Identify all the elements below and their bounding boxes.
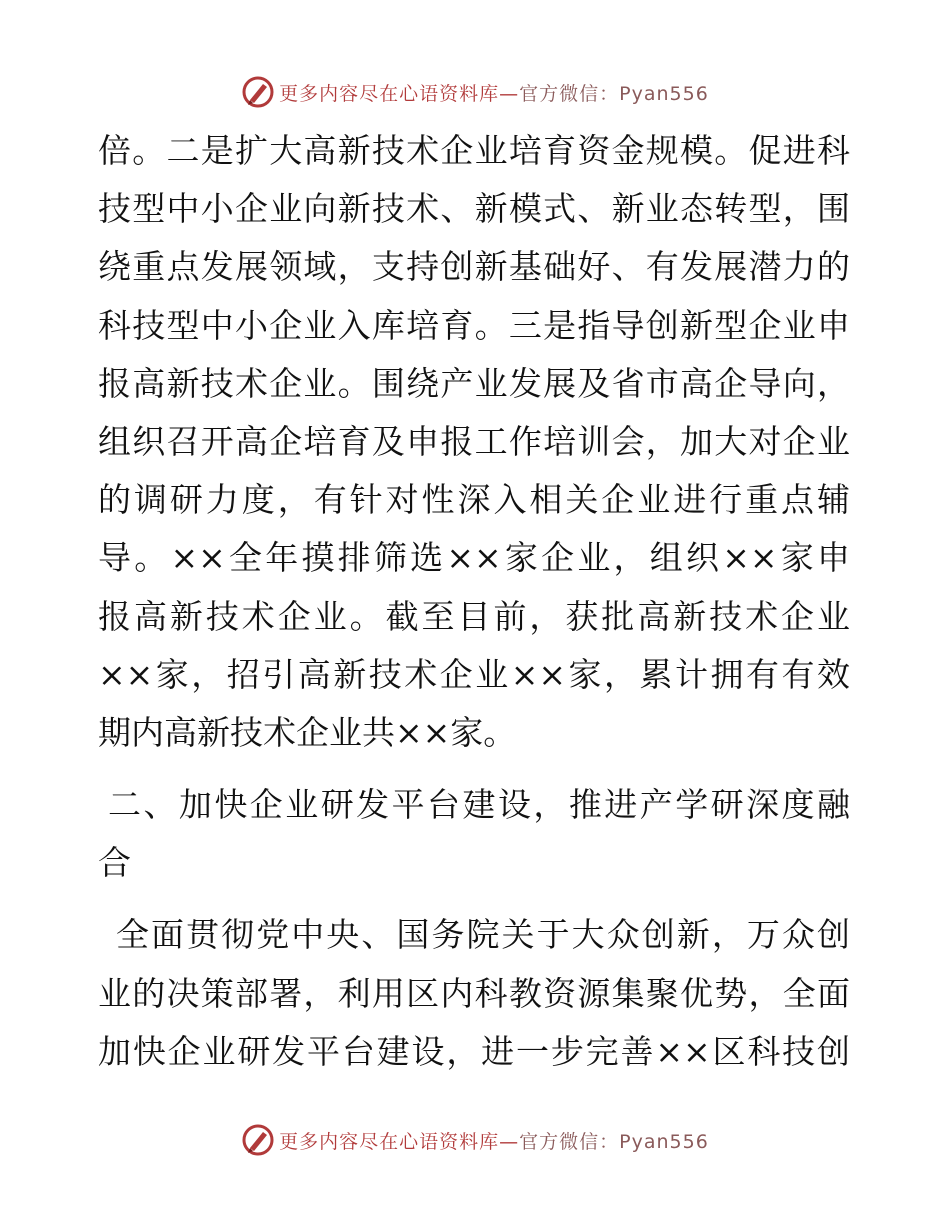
- text-line: 科技型中小企业入库培育。三是指导创新型企业申: [98, 305, 850, 345]
- heading-line: 合: [98, 843, 131, 883]
- paragraph-gap: [98, 892, 850, 906]
- paragraph-2: [98, 906, 850, 1081]
- footer-banner-contact: 官方微信：Pyan556: [519, 1130, 709, 1153]
- text-line: 业的决策部署，利用区内科教资源集聚优势，全面: [98, 973, 850, 1013]
- header-banner: [0, 72, 950, 112]
- header-banner-title: 更多内容尽在心语资料库: [279, 82, 500, 105]
- text-line: 组织召开高企培育及申报工作培训会，加大对企业: [98, 421, 850, 461]
- text-line: 报高新技术企业。围绕产业发展及省市高企导向，: [98, 363, 850, 403]
- pen-logo-icon: [241, 75, 275, 109]
- text-line: 报高新技术企业。截至目前，获批高新技术企业: [98, 596, 850, 636]
- footer-banner-title: 更多内容尽在心语资料库: [279, 1130, 500, 1153]
- text-line: 的调研力度，有针对性深入相关企业进行重点辅: [98, 480, 850, 520]
- text-line: ××家，招引高新技术企业××家，累计拥有有效: [98, 654, 850, 694]
- footer-banner-separator: —: [499, 1130, 520, 1153]
- heading-line: 二、加快企业研发平台建设，推进产学研深度融: [108, 785, 850, 825]
- pen-logo-icon: [241, 1123, 275, 1157]
- paragraph-1: [98, 122, 850, 762]
- footer-banner: [0, 1120, 950, 1160]
- section-heading-2: [98, 776, 850, 892]
- document-body: [98, 122, 850, 1081]
- footer-banner-text: [279, 1127, 709, 1154]
- text-line: 全面贯彻党中央、国务院关于大众创新，万众创: [116, 915, 850, 955]
- text-line: 技型中小企业向新技术、新模式、新业态转型，围: [98, 189, 850, 229]
- header-banner-contact: 官方微信：Pyan556: [519, 82, 709, 105]
- header-banner-separator: —: [499, 82, 520, 105]
- header-banner-text: [279, 79, 709, 106]
- text-line: 绕重点发展领域，支持创新基础好、有发展潜力的: [98, 247, 850, 287]
- text-line: 导。××全年摸排筛选××家企业，组织××家申: [98, 538, 850, 578]
- text-line: 期内高新技术企业共××家。: [98, 712, 517, 752]
- text-line: 加快企业研发平台建设，进一步完善××区科技创: [98, 1031, 850, 1071]
- text-line: 倍。二是扩大高新技术企业培育资金规模。促进科: [98, 131, 850, 170]
- paragraph-gap: [98, 762, 850, 776]
